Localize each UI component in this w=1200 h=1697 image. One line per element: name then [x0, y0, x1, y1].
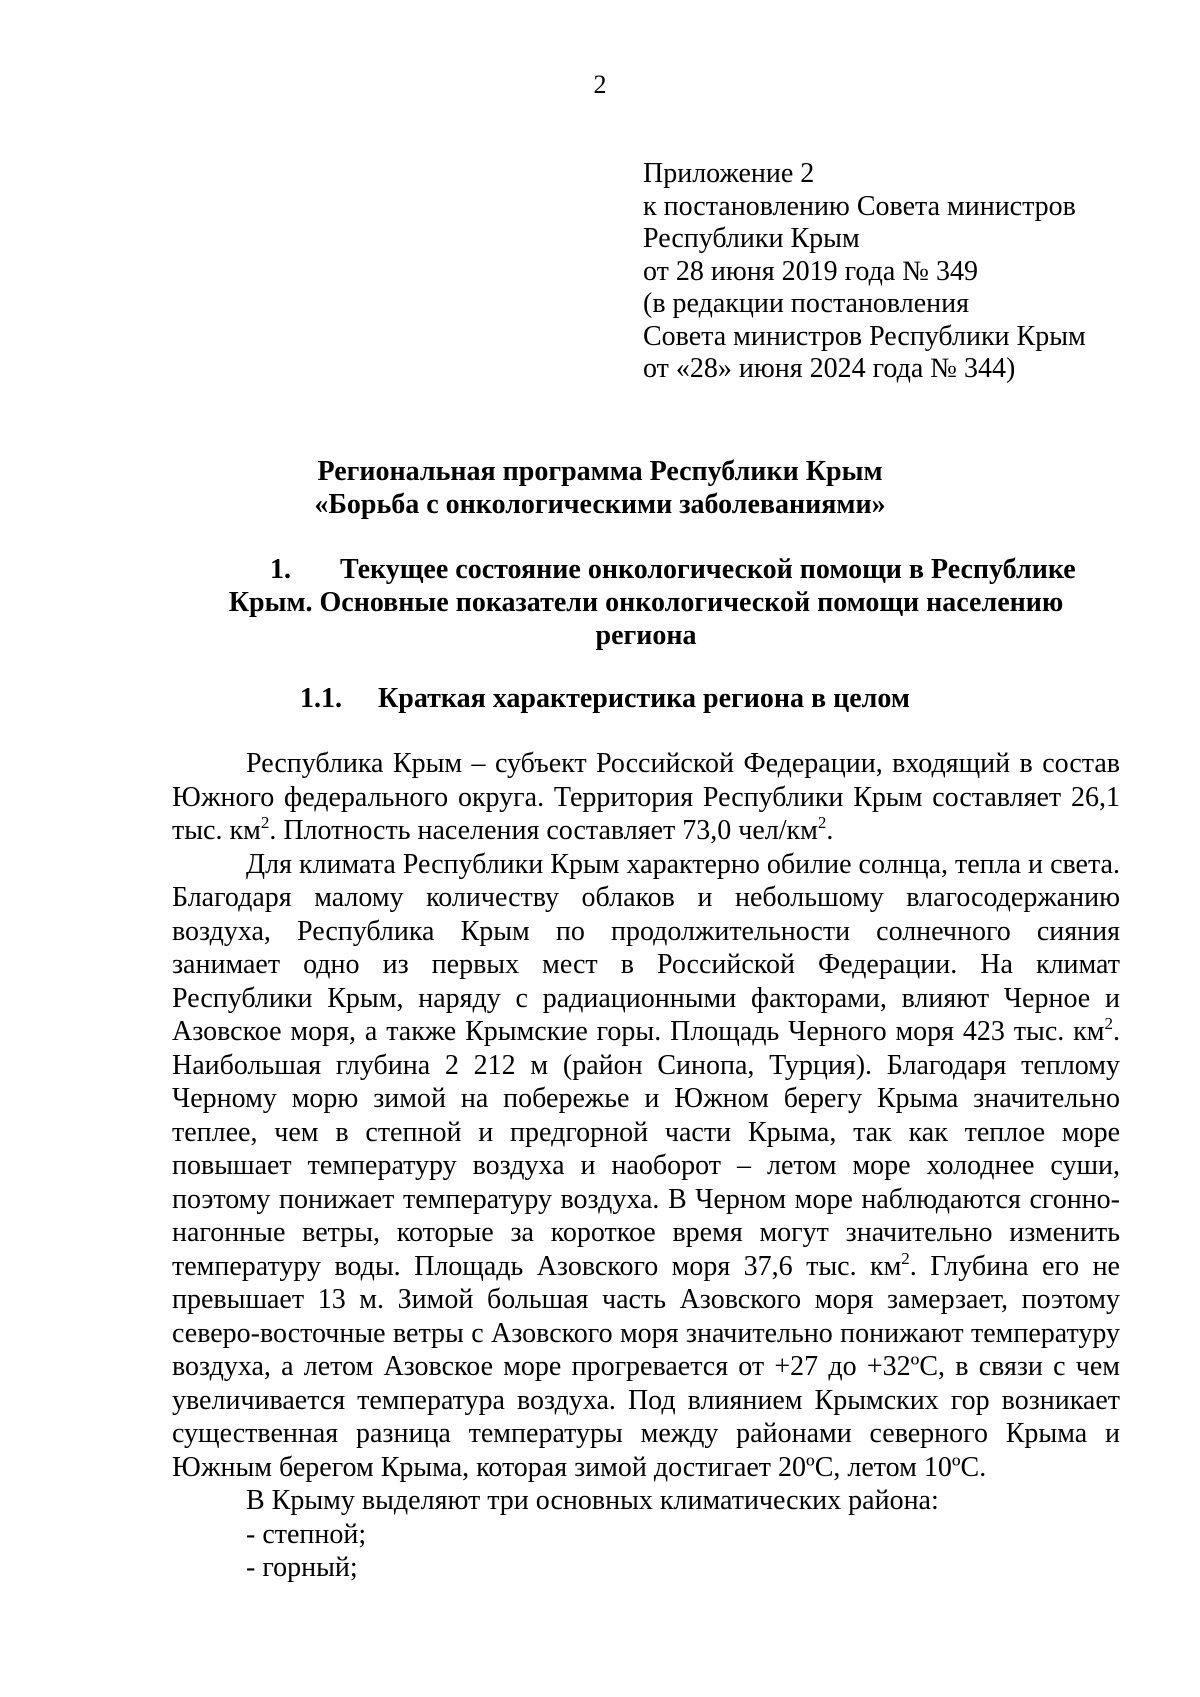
- section-1-title-part: Текущее состояние онкологической помощи в Республике: [340, 554, 1076, 585]
- program-title-line: «Борьба с онкологическими заболеваниями»: [314, 489, 886, 520]
- climate-regions-list: [172, 1518, 1120, 1585]
- text-run: . Глубина его не превышает 13 м. Зимой большая часть Азовского моря замерзает, поэтому северо-восточные ветры с Азовского моря значительно понижают температуру воздуха, а летом Азовское море прогревается от +27 до +32ºС, в связи с чем увеличивается температура воздуха. Под влиянием Крымских гор возникает существенная разница температуры между районами северного Крыма и Южным берегом Крыма, которая зимой достигает 20ºС, летом 10ºС.: [172, 1250, 1120, 1483]
- climate-regions-intro: В Крыму выделяют три основных климатических района:: [246, 1485, 939, 1516]
- text-run: .: [826, 815, 834, 846]
- appendix-line: Республики Крым: [643, 223, 860, 254]
- section-1-title-part: Крым. Основные показатели онкологической помощи населению: [228, 587, 1064, 618]
- superscript: 2: [817, 813, 827, 832]
- section-1-first-line: [172, 553, 1120, 586]
- program-title-line: Региональная программа Республики Крым: [317, 456, 883, 487]
- list-item: - горный;: [246, 1552, 358, 1583]
- text-run: . Плотность населения составляет 73,0 чел/км: [269, 815, 818, 846]
- section-1-1-heading: [300, 683, 910, 715]
- superscript: 2: [260, 813, 270, 832]
- superscript: 2: [1104, 1014, 1113, 1033]
- appendix-header: [643, 158, 1163, 386]
- appendix-line: Совета министров Республики Крым: [643, 320, 1086, 352]
- superscript: 2: [901, 1248, 910, 1268]
- program-title: [0, 455, 1200, 521]
- appendix-line: Приложение 2: [643, 158, 815, 189]
- page-number: 2: [593, 70, 607, 99]
- text-run: . Наибольшая глубина 2 212 м (район Синопа, Турция). Благодаря теплому Черному морю зимой на побережье и Южном берегу Крыма значительно теплее, чем в степной и предгорной части Крыма, так как теплое море повышает температуру воздуха и наоборот – летом море холоднее суши, поэтому понижает температуру воздуха. В Черном море наблюдаются сгонно-нагонные ветры, которые за короткое время могут значительно изменить температуру воды. Площадь Азовского моря 37,6 тыс. км: [172, 1016, 1120, 1282]
- paragraph-climate: [172, 848, 1120, 1485]
- section-1-number: 1.: [270, 554, 291, 585]
- section-1-title-part: региона: [595, 620, 697, 651]
- text-run: Республика Крым – субъект Российской Федерации, входящий в состав Южного федерального округа. Территория Республики Крым составляет 26,1 тыс. км: [172, 748, 1120, 846]
- text-run: Для климата Республики Крым характерно обилие солнца, тепла и света. Благодаря малому количеству облаков и небольшому влагосодержанию воздуха, Республика Крым по продолжительности солнечного сияния занимает одно из первых мест в Российской Федерации. На климат Республики Крым, наряду с радиационными факторами, влияют Черное и Азовское моря, а также Крымские горы. Площадь Черного моря 423 тыс. км: [172, 848, 1120, 1047]
- appendix-line: от «28» июня 2024 года № 344): [643, 353, 1016, 384]
- list-item: - степной;: [246, 1518, 367, 1550]
- section-1-1-number: 1.1.: [300, 683, 342, 714]
- paragraph-region-overview: [172, 747, 1120, 848]
- section-1-heading: [172, 553, 1120, 652]
- body-text: [172, 747, 1120, 1585]
- appendix-line: от 28 июня 2019 года № 349: [643, 255, 979, 287]
- appendix-line: к постановлению Совета министров: [643, 190, 1076, 222]
- appendix-line: (в редакции постановления: [643, 288, 970, 319]
- section-1-1-title: Краткая характеристика региона в целом: [378, 683, 910, 714]
